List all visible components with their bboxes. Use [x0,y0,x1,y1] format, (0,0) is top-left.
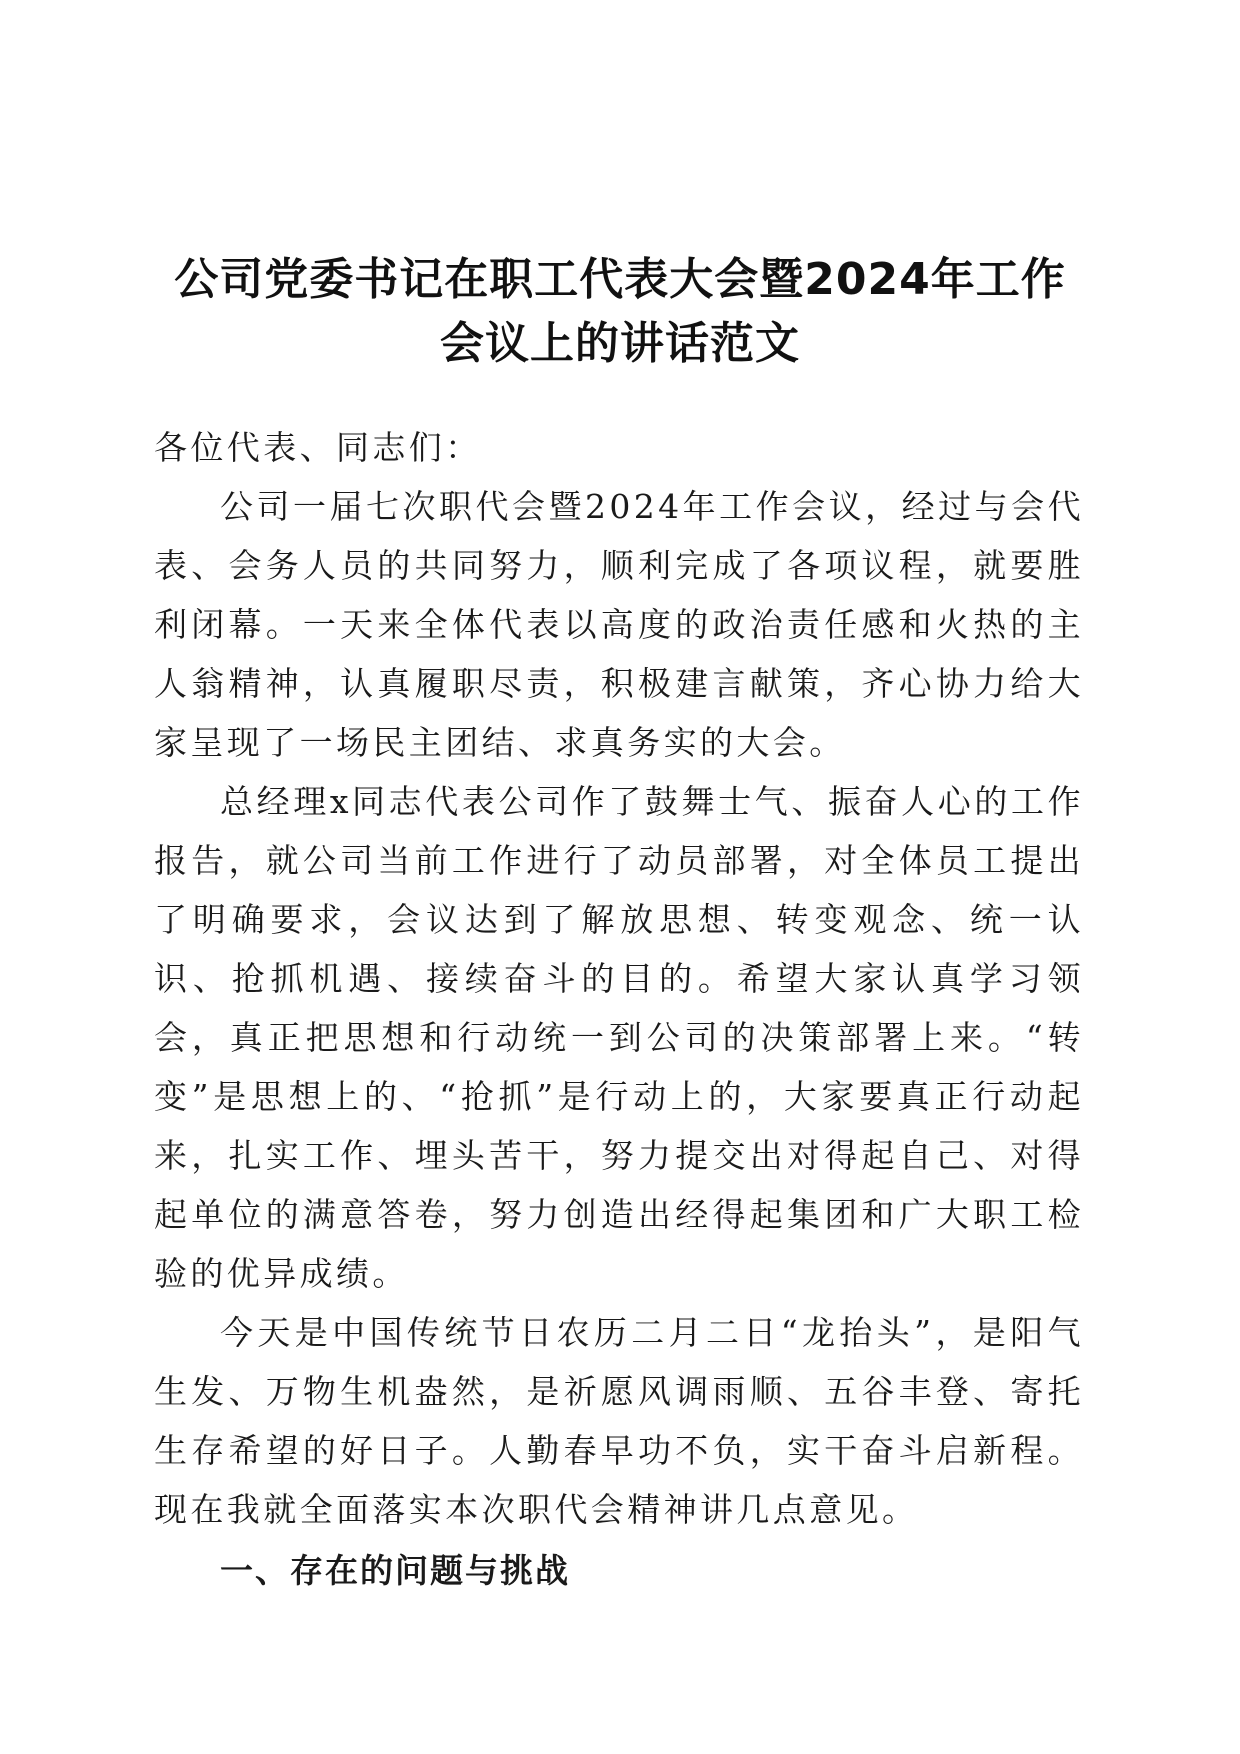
paragraph-1: 公司一届七次职代会暨2024年工作会议，经过与会代表、会务人员的共同努力，顺利完成了各项议程，就要胜利闭幕。一天来全体代表以高度的政治责任感和火热的主人翁精神，认真履职尽责，积极建言献策，齐心协力给大家呈现了一场民主团结、求真务实的大会。 [154,487,1084,762]
title-line-2: 会议上的讲话范文 [440,318,800,369]
paragraph-3: 今天是中国传统节日农历二月二日“龙抬头”，是阳气生发、万物生机盎然，是祈愿风调雨顺、五谷丰登、寄托生存希望的好日子。人勤春早功不负，实干奋斗启新程。现在我就全面落实本次职代会精神讲几点意见。 [154,1313,1084,1529]
document-title [120,248,1120,376]
greeting: 各位代表、同志们： [154,428,482,467]
title-line-1: 公司党委书记在职工代表大会暨2024年工作 [174,254,1066,305]
document-body [154,418,1084,1600]
section-heading: 一、存在的问题与挑战 [220,1551,570,1590]
paragraph-2: 总经理x同志代表公司作了鼓舞士气、振奋人心的工作报告，就公司当前工作进行了动员部署，对全体员工提出了明确要求，会议达到了解放思想、转变观念、统一认识、抢抓机遇、接续奋斗的目的。希望大家认真学习领会，真正把思想和行动统一到公司的决策部署上来。“转变”是思想上的、“抢抓”是行动上的，大家要真正行动起来，扎实工作、埋头苦干，努力提交出对得起自己、对得起单位的满意答卷，努力创造出经得起集团和广大职工检验的优异成绩。 [154,782,1084,1293]
